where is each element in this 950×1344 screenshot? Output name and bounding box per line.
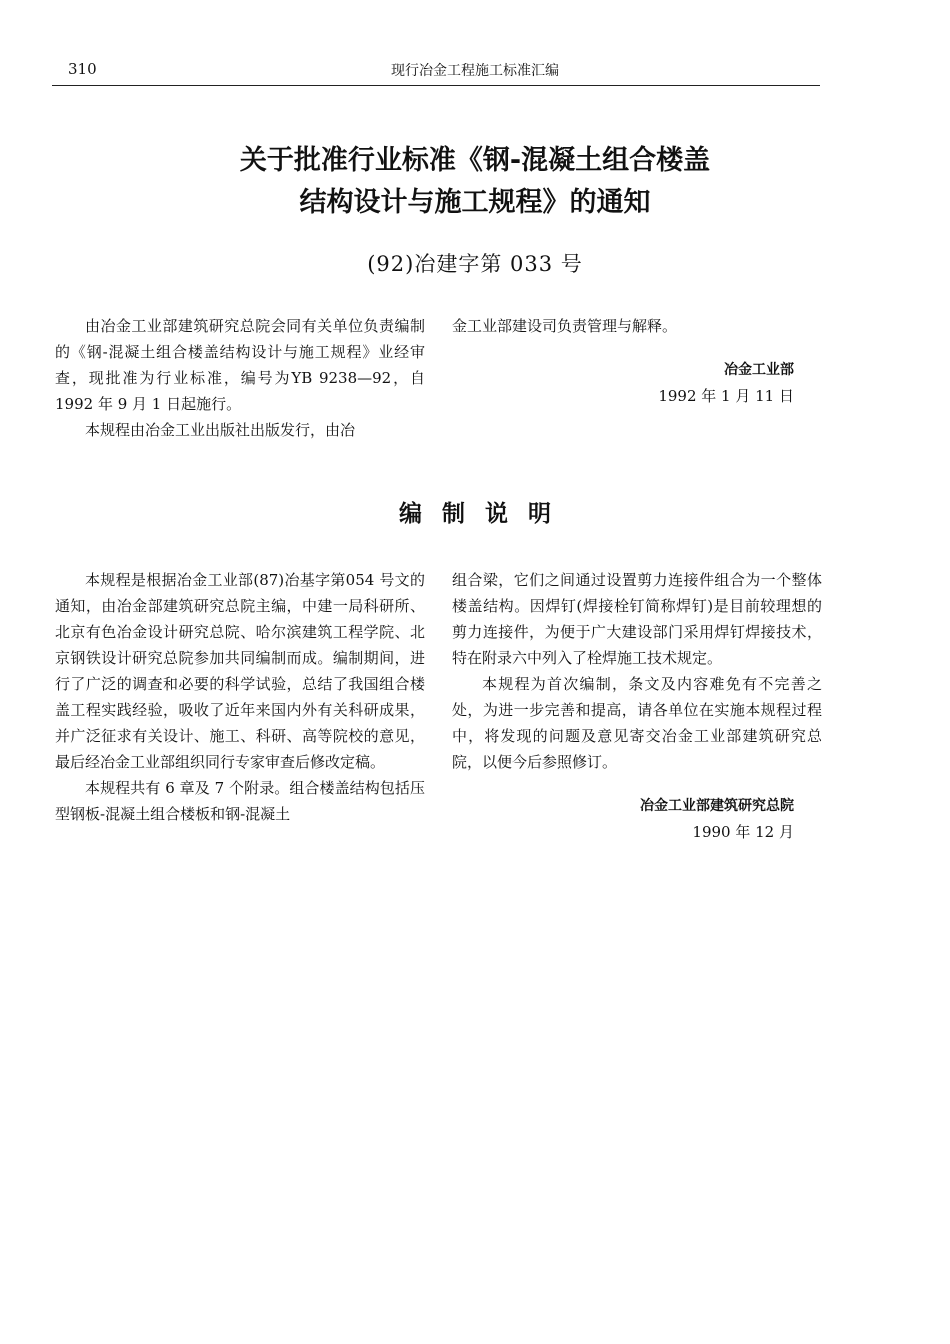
notice-signature-org: 冶金工业部 [724, 362, 794, 378]
explanation-paragraph-2: 本规程共有 6 章及 7 个附录。组合楼盖结构包括压型钢板-混凝土组合楼板和钢-混凝土 [55, 779, 425, 823]
explanation-signature-date: 1990 年 12 月 [692, 823, 794, 841]
explanation-left-column [55, 567, 425, 827]
header-rule [52, 85, 820, 86]
explanation-signature-org: 冶金工业部建筑研究总院 [640, 798, 794, 814]
explanation-paragraph-3: 本规程为首次编制，条文及内容难免有不完善之处，为进一步完善和提高，请各单位在实施本规程过程中，将发现的问题及意见寄交冶金工业部建筑研究总院，以便今后参照修订。 [452, 675, 822, 771]
notice-paragraph-2: 本规程由冶金工业出版社出版发行，由冶 [85, 421, 356, 439]
running-header-title: 现行冶金工程施工标准汇编 [391, 63, 559, 79]
notice-title-line-2: 结构设计与施工规程》的通知 [299, 187, 651, 218]
document-number: (92)冶建字第 033 号 [367, 252, 583, 276]
notice-paragraph-1: 由冶金工业部建筑研究总院会同有关单位负责编制的《钢-混凝土组合楼盖结构设计与施工规程》业经审查，现批准为行业标准，编号为YB 9238—92，自 1992 年 9 月 1 日起施行。 [55, 317, 425, 413]
page-number: 310 [68, 60, 97, 78]
explanation-heading: 编制说明 [399, 501, 571, 527]
notice-right-column [452, 313, 822, 409]
notice-title [0, 140, 950, 224]
notice-signature-date: 1992 年 1 月 11 日 [658, 387, 794, 405]
explanation-paragraph-1: 本规程是根据冶金工业部(87)冶基字第054 号文的通知，由冶金部建筑研究总院主编，中建一局科研所、北京有色冶金设计研究总院、哈尔滨建筑工程学院、北京钢铁设计研究总院参加共同编制而成。编制期间，进行了广泛的调查和必要的科学试验，总结了我国组合楼盖工程实践经验，吸收了近年来国内外有关科研成果，并广泛征求有关设计、施工、科研、高等院校的意见，最后经冶金工业部组织同行专家审查后修改定稿。 [55, 571, 425, 771]
notice-left-column [55, 313, 425, 443]
explanation-right-column [452, 567, 822, 845]
notice-title-line-1: 关于批准行业标准《钢-混凝土组合楼盖 [239, 145, 711, 176]
explanation-paragraph-continued: 组合梁，它们之间通过设置剪力连接件组合为一个整体楼盖结构。因焊钉(焊接栓钉简称焊钉)是目前较理想的剪力连接件，为便于广大建设部门采用焊钉焊接技术，特在附录六中列入了栓焊施工技术规定。 [452, 571, 822, 667]
notice-paragraph-continued: 金工业部建设司负责管理与解释。 [452, 317, 678, 335]
